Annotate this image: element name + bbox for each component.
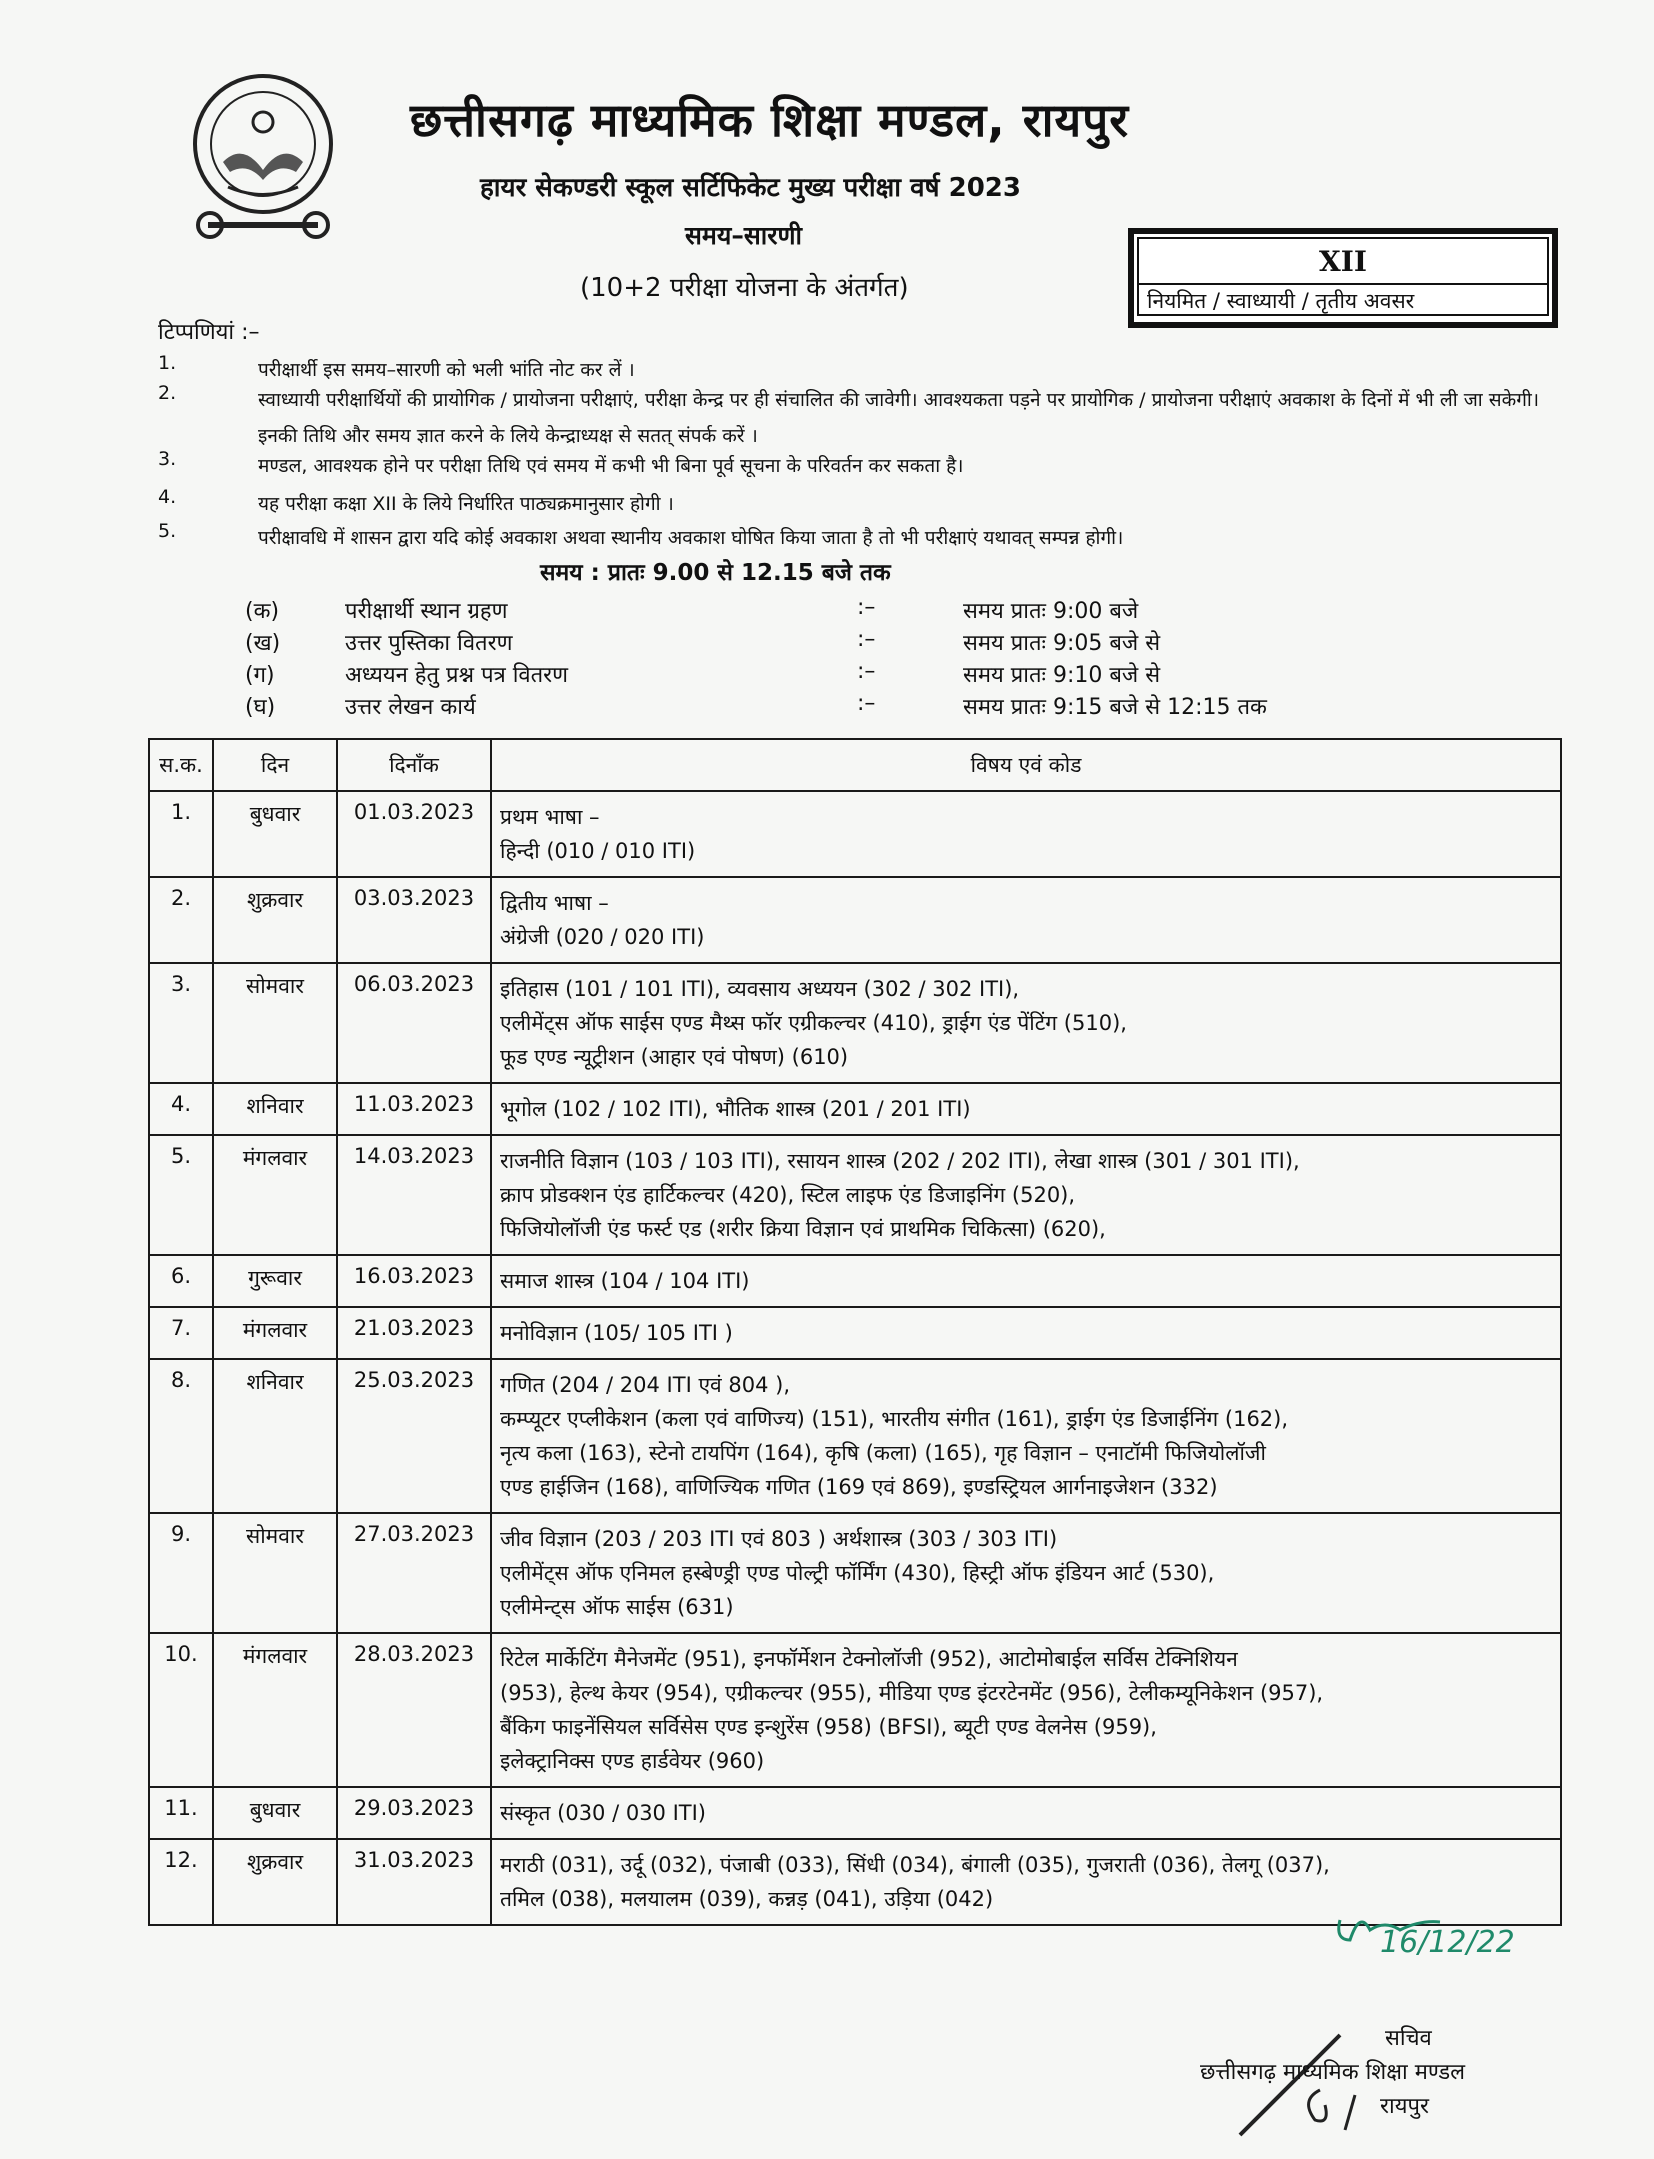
subject-line: मनोविज्ञान (105/ 105 ITI ) <box>500 1321 733 1345</box>
serial-number-cell: 2. <box>149 877 213 963</box>
date-cell: 21.03.2023 <box>337 1307 491 1359</box>
subject-line: एण्ड हाईजिन (168), वाणिज्यिक गणित (169 एवं 869), इण्डस्ट्रियल आर्गनाइजेशन (332) <box>500 1475 1218 1499</box>
exam-scheme: (10+2 परीक्षा योजना के अंतर्गत) <box>580 273 909 303</box>
subject-line: (953), हेल्थ केयर (954), एग्रीकल्चर (955), मीडिया एण्ड इंटरटेनमेंट (956), टेलीकम्यूनिकेशन (957), <box>500 1681 1324 1705</box>
date-cell: 28.03.2023 <box>337 1633 491 1787</box>
candidate-mode: नियमित / स्वाध्यायी / तृतीय अवसर <box>1147 289 1415 313</box>
day-cell: शुक्रवार <box>213 1839 337 1925</box>
serial-number-cell: 5. <box>149 1135 213 1255</box>
table-row <box>149 1359 1561 1513</box>
column-header-date: दिनाँक <box>337 739 491 791</box>
subject-line: अंग्रेजी (020 / 020 ITI) <box>500 925 705 949</box>
day-cell: बुधवार <box>213 791 337 877</box>
exam-title: हायर सेकण्डरी स्कूल सर्टिफिकेट मुख्य परीक्षा वर्ष 2023 <box>480 173 1021 203</box>
exam-schedule-table <box>148 738 1562 1926</box>
column-header-sn: स.क. <box>149 739 213 791</box>
subject-line: एलीमेंट्स ऑफ एनिमल हस्बेण्ड्री एण्ड पोल्ट्री फॉर्मिंग (430), हिस्ट्री ऑफ इंडियन आर्ट (530), <box>500 1561 1215 1585</box>
serial-number-cell: 7. <box>149 1307 213 1359</box>
day-cell: शनिवार <box>213 1083 337 1135</box>
table-row <box>149 1307 1561 1359</box>
subject-line: क्राप प्रोडक्शन एंड हार्टिकल्चर (420), स्टिल लाइफ एंड डिजाइनिंग (520), <box>500 1183 1076 1207</box>
serial-number-cell: 9. <box>149 1513 213 1633</box>
day-cell: सोमवार <box>213 1513 337 1633</box>
subject-cell <box>491 1359 1561 1513</box>
serial-number-cell: 10. <box>149 1633 213 1787</box>
serial-number-cell: 6. <box>149 1255 213 1307</box>
day-cell: गुरूवार <box>213 1255 337 1307</box>
signatory-designation: सचिव <box>1385 2026 1432 2051</box>
subject-line: संस्कृत (030 / 030 ITI) <box>500 1801 707 1825</box>
serial-number-cell: 11. <box>149 1787 213 1839</box>
subject-line: एलीमेंट्स ऑफ साईस एण्ड मैथ्स फॉर एग्रीकल्चर (410), ड्राईग एंड पेंटिंग (510), <box>500 1011 1127 1035</box>
table-row <box>149 1135 1561 1255</box>
subject-line: गणित (204 / 204 ITI एवं 804 ), <box>500 1373 791 1397</box>
serial-number-cell: 12. <box>149 1839 213 1925</box>
class-label: XII <box>1139 241 1547 285</box>
subject-cell <box>491 1255 1561 1307</box>
subject-cell <box>491 791 1561 877</box>
date-cell: 11.03.2023 <box>337 1083 491 1135</box>
serial-number-cell: 8. <box>149 1359 213 1513</box>
subject-line: इलेक्ट्रानिक्स एण्ड हार्डवेयर (960) <box>500 1749 765 1773</box>
exam-step: (घ) उत्तर लेखन कार्य :– समय प्रातः 9:15 बजे से 12:15 तक <box>245 691 1267 720</box>
subject-cell <box>491 1307 1561 1359</box>
subject-cell <box>491 1787 1561 1839</box>
date-cell: 14.03.2023 <box>337 1135 491 1255</box>
table-row <box>149 1513 1561 1633</box>
exam-step: (क) परीक्षार्थी स्थान ग्रहण :– समय प्रातः 9:00 बजे <box>245 595 1139 624</box>
signature-date: 16/12/22 <box>1380 1925 1515 1960</box>
subject-line: द्वितीय भाषा – <box>500 891 609 915</box>
subject-line: तमिल (038), मलयालम (039), कन्नड़ (041), उड़िया (042) <box>500 1887 994 1911</box>
date-cell: 16.03.2023 <box>337 1255 491 1307</box>
day-cell: सोमवार <box>213 963 337 1083</box>
table-row <box>149 1633 1561 1787</box>
subject-line: कम्प्यूटर एप्लीकेशन (कला एवं वाणिज्य) (151), भारतीय संगीत (161), ड्राईग एंड डिजाईनिंग (162), <box>500 1407 1289 1431</box>
table-row <box>149 791 1561 877</box>
date-cell: 01.03.2023 <box>337 791 491 877</box>
table-row <box>149 1255 1561 1307</box>
subject-line: इतिहास (101 / 101 ITI), व्यवसाय अध्ययन (302 / 302 ITI), <box>500 977 1020 1001</box>
exam-step: (ख) उत्तर पुस्तिका वितरण :– समय प्रातः 9:05 बजे से <box>245 627 1161 656</box>
subject-line: रिटेल मार्केटिंग मैनेजमेंट (951), इनफॉर्मेशन टेक्नोलॉजी (952), आटोमोबाईल सर्विस टेक्निशियन <box>500 1647 1238 1671</box>
subject-cell <box>491 1513 1561 1633</box>
subject-line: बैंकिग फाइनेंसियल सर्विसेस एण्ड इन्शुरेंस (958) (BFSI), ब्यूटी एण्ड वेलनेस (959), <box>500 1715 1157 1739</box>
day-cell: मंगलवार <box>213 1633 337 1787</box>
table-row <box>149 963 1561 1083</box>
subject-cell <box>491 1083 1561 1135</box>
subject-cell <box>491 1633 1561 1787</box>
table-header-row <box>149 739 1561 791</box>
date-cell: 25.03.2023 <box>337 1359 491 1513</box>
table-row <box>149 877 1561 963</box>
day-cell: शनिवार <box>213 1359 337 1513</box>
exam-time-heading: समय : प्रातः 9.00 से 12.15 बजे तक <box>540 560 891 586</box>
column-header-subject: विषय एवं कोड <box>491 739 1561 791</box>
date-cell: 27.03.2023 <box>337 1513 491 1633</box>
date-cell: 31.03.2023 <box>337 1839 491 1925</box>
notes-heading: टिप्पणियां :– <box>158 320 260 345</box>
subject-line: हिन्दी (010 / 010 ITI) <box>500 839 696 863</box>
subject-line: फूड एण्ड न्यूट्रीशन (आहार एवं पोषण) (610) <box>500 1045 849 1069</box>
subject-line: मराठी (031), उर्दू (032), पंजाबी (033), सिंधी (034), बंगाली (035), गुजराती (036), तेलगू (037), <box>500 1853 1330 1877</box>
exam-step: (ग) अध्ययन हेतु प्रश्न पत्र वितरण :– समय प्रातः 9:10 बजे से <box>245 659 1161 688</box>
doc-type-label: समय–सारणी <box>685 221 803 250</box>
signatory-city: रायपुर <box>1380 2094 1429 2119</box>
subject-line: जीव विज्ञान (203 / 203 ITI एवं 803 ) अर्थशास्त्र (303 / 303 ITI) <box>500 1527 1058 1551</box>
board-emblem-icon <box>188 62 338 250</box>
date-cell: 03.03.2023 <box>337 877 491 963</box>
subject-line: राजनीति विज्ञान (103 / 103 ITI), रसायन शास्त्र (202 / 202 ITI), लेखा शास्त्र (301 / 301 ITI), <box>500 1149 1300 1173</box>
table-row <box>149 1787 1561 1839</box>
day-cell: मंगलवार <box>213 1307 337 1359</box>
subject-line: फिजियोलॉजी एंड फर्स्ट एड (शरीर क्रिया विज्ञान एवं प्राथमिक चिकित्सा) (620), <box>500 1217 1106 1241</box>
board-name: छत्तीसगढ़ माध्यमिक शिक्षा मण्डल, रायपुर <box>410 93 1130 147</box>
day-cell: मंगलवार <box>213 1135 337 1255</box>
subject-line: एलीमेन्ट्स ऑफ साईस (631) <box>500 1595 734 1619</box>
subject-line: प्रथम भाषा – <box>500 805 600 829</box>
subject-cell <box>491 1135 1561 1255</box>
date-cell: 06.03.2023 <box>337 963 491 1083</box>
subject-line: समाज शास्त्र (104 / 104 ITI) <box>500 1269 750 1293</box>
subject-cell <box>491 877 1561 963</box>
table-row <box>149 1083 1561 1135</box>
date-cell: 29.03.2023 <box>337 1787 491 1839</box>
column-header-day: दिन <box>213 739 337 791</box>
serial-number-cell: 4. <box>149 1083 213 1135</box>
day-cell: बुधवार <box>213 1787 337 1839</box>
serial-number-cell: 3. <box>149 963 213 1083</box>
signatory-organization: छत्तीसगढ़ माध्यमिक शिक्षा मण्डल <box>1200 2060 1466 2085</box>
serial-number-cell: 1. <box>149 791 213 877</box>
day-cell: शुक्रवार <box>213 877 337 963</box>
subject-line: नृत्य कला (163), स्टेनो टायपिंग (164), कृषि (कला) (165), गृह विज्ञान – एनाटॉमी फिजियोलॉजी <box>500 1441 1266 1465</box>
subject-line: भूगोल (102 / 102 ITI), भौतिक शास्त्र (201 / 201 ITI) <box>500 1097 971 1121</box>
class-box <box>1128 228 1558 328</box>
subject-cell <box>491 963 1561 1083</box>
